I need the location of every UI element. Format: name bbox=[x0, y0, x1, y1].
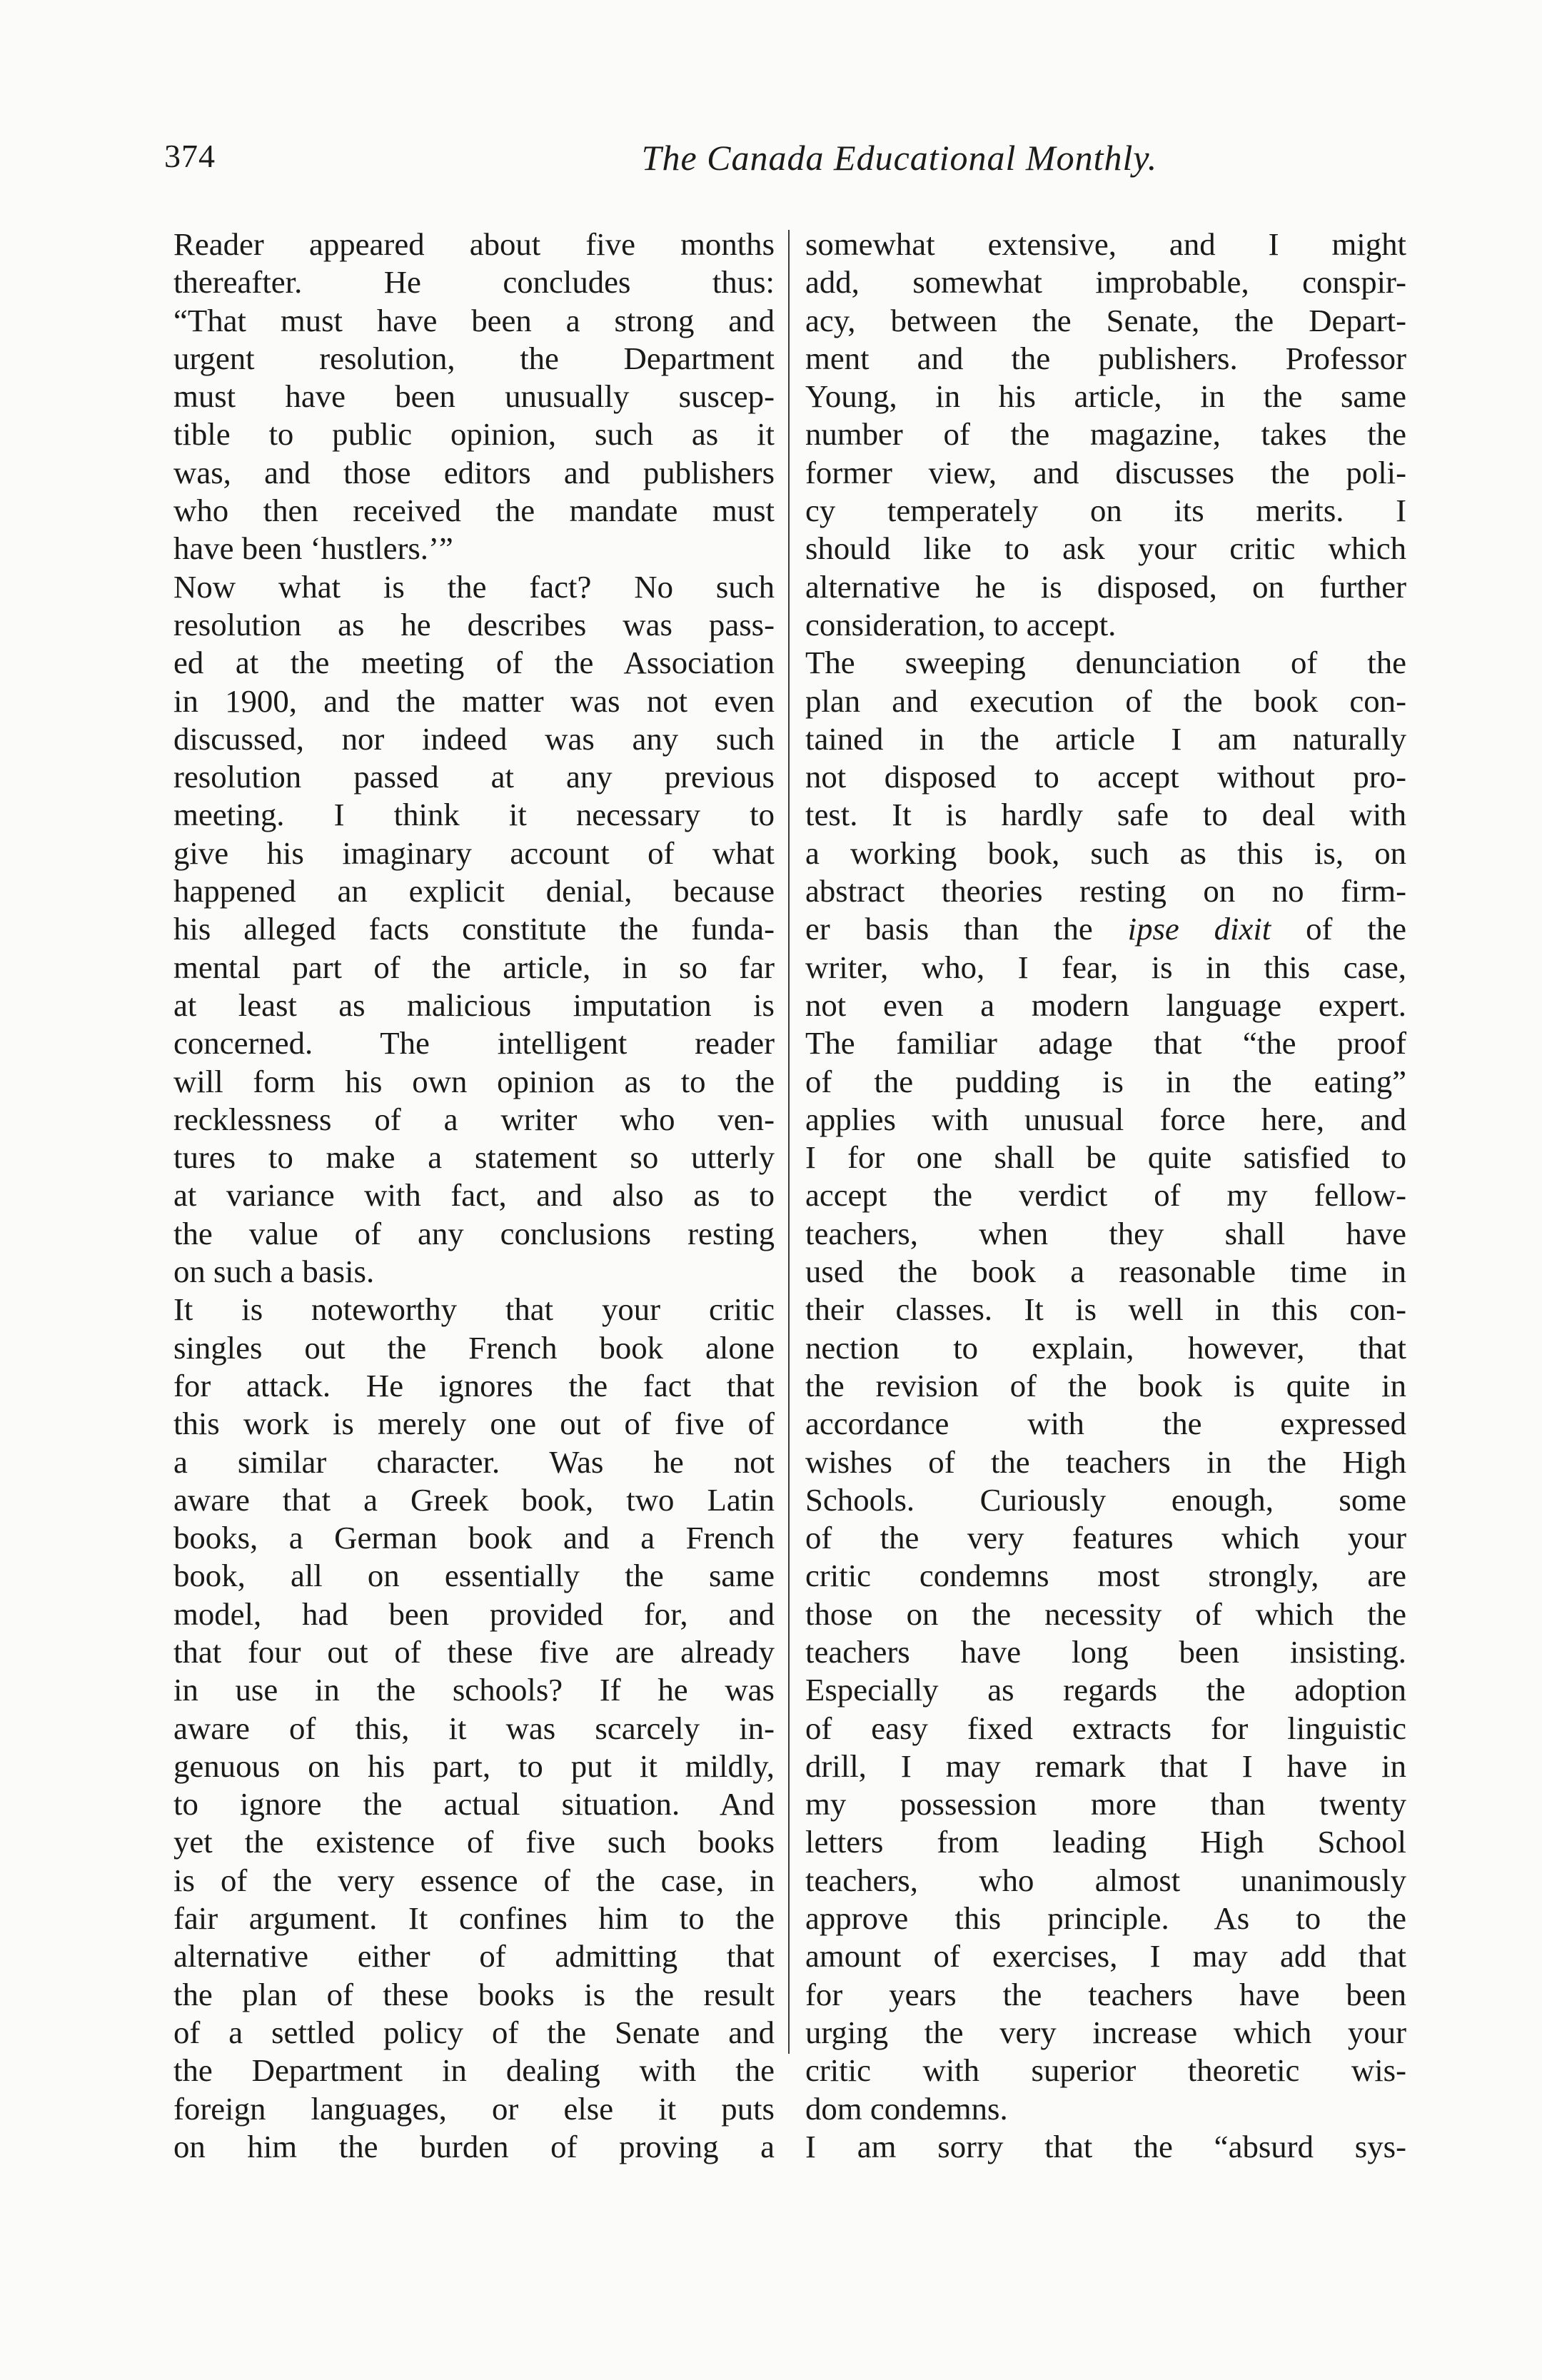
text-line: aware of this, it was scarcely in- bbox=[173, 1710, 775, 1746]
text-line: used the book a reasonable time in bbox=[805, 1254, 1406, 1290]
page-number: 374 bbox=[164, 138, 216, 174]
text-line: The familiar adage that “the proof bbox=[805, 1025, 1406, 1062]
text-line: in use in the schools? If he was bbox=[173, 1672, 775, 1708]
text-line: critic condemns most strongly, are bbox=[805, 1558, 1406, 1594]
text-line: my possession more than twenty bbox=[805, 1786, 1406, 1822]
text-line: the value of any conclusions resting bbox=[173, 1215, 775, 1251]
text-line: meeting. I think it necessary to bbox=[173, 797, 775, 833]
text-line: at variance with fact, and also as to bbox=[173, 1177, 775, 1214]
text-line: resolution as he describes was pass- bbox=[173, 606, 775, 642]
text-line: have been ‘hustlers.’” bbox=[173, 530, 453, 567]
text-line: teachers, who almost unanimously bbox=[805, 1862, 1406, 1898]
text-line: who then received the mandate must bbox=[173, 493, 775, 529]
text-line: is of the very essence of the case, in bbox=[173, 1862, 775, 1898]
text-line: in 1900, and the matter was not even bbox=[173, 682, 775, 719]
text-line: nection to explain, however, that bbox=[805, 1329, 1406, 1366]
text-line: abstract theories resting on no firm- bbox=[805, 873, 1406, 909]
text-line: foreign languages, or else it puts bbox=[173, 2090, 775, 2127]
text-line: tible to public opinion, such as it bbox=[173, 416, 775, 453]
text-line: Especially as regards the adoption bbox=[805, 1672, 1406, 1708]
text-line: applies with unusual force here, and bbox=[805, 1101, 1406, 1137]
text-line: ment and the publishers. Professor bbox=[805, 340, 1406, 376]
text-line: on him the burden of proving a bbox=[173, 2128, 775, 2164]
text-line: will form his own opinion as to the bbox=[173, 1063, 775, 1099]
text-line: books, a German book and a French bbox=[173, 1520, 775, 1556]
text-line: It is noteworthy that your critic bbox=[173, 1291, 775, 1328]
text-line: not even a modern language expert. bbox=[805, 987, 1406, 1023]
text-line: yet the existence of five such books bbox=[173, 1824, 775, 1860]
text-line: Young, in his article, in the same bbox=[805, 378, 1406, 415]
text-line: add, somewhat improbable, conspir- bbox=[805, 264, 1406, 301]
text-line: the Department in dealing with the bbox=[173, 2052, 775, 2089]
text-line: teachers have long been insisting. bbox=[805, 1633, 1406, 1670]
text-line: was, and those editors and publishers bbox=[173, 454, 775, 490]
text-line: fair argument. It confines him to the bbox=[173, 1900, 775, 1937]
text-line: that four out of these five are already bbox=[173, 1633, 775, 1670]
text-line: of a settled policy of the Senate and bbox=[173, 2014, 775, 2050]
text-line: for years the teachers have been bbox=[805, 1976, 1406, 2012]
text-line: er basis than the ipse dixit of the bbox=[805, 911, 1406, 947]
right-column bbox=[805, 226, 1406, 2166]
italic-phrase: ipse dixit bbox=[1127, 911, 1271, 947]
text-line: cy temperately on its merits. I bbox=[805, 493, 1406, 529]
text-line: his alleged facts constitute the funda- bbox=[173, 911, 775, 947]
text-line: approve this principle. As to the bbox=[805, 1900, 1406, 1937]
text-line: thereafter. He concludes thus: bbox=[173, 264, 775, 301]
text-line: ed at the meeting of the Association bbox=[173, 645, 775, 681]
text-line: of the very features which your bbox=[805, 1520, 1406, 1556]
left-column bbox=[173, 226, 775, 2166]
text-line: the plan of these books is the result bbox=[173, 1976, 775, 2012]
text-line: of the pudding is in the eating” bbox=[805, 1063, 1406, 1099]
text-line: wishes of the teachers in the High bbox=[805, 1443, 1406, 1480]
text-line: resolution passed at any previous bbox=[173, 759, 775, 795]
column-divider bbox=[788, 230, 790, 2054]
text-line: not disposed to accept without pro- bbox=[805, 759, 1406, 795]
text-line: recklessness of a writer who ven- bbox=[173, 1101, 775, 1137]
text-line: a similar character. Was he not bbox=[173, 1443, 775, 1480]
text-line: alternative either of admitting that bbox=[173, 1938, 775, 1975]
text-line: concerned. The intelligent reader bbox=[173, 1025, 775, 1062]
text-line: urging the very increase which your bbox=[805, 2014, 1406, 2050]
text-line: Now what is the fact? No such bbox=[173, 568, 775, 605]
text-line: at least as malicious imputation is bbox=[173, 987, 775, 1023]
text-line: give his imaginary account of what bbox=[173, 834, 775, 871]
running-title: The Canada Educational Monthly. bbox=[641, 138, 1158, 178]
text-line: of easy fixed extracts for linguistic bbox=[805, 1710, 1406, 1746]
text-line: the revision of the book is quite in bbox=[805, 1367, 1406, 1403]
text-line: acy, between the Senate, the Depart- bbox=[805, 302, 1406, 338]
text-line: a working book, such as this is, on bbox=[805, 834, 1406, 871]
text-line: mental part of the article, in so far bbox=[173, 949, 775, 985]
text-line: must have been unusually suscep- bbox=[173, 378, 775, 415]
text-line: consideration, to accept. bbox=[805, 606, 1117, 642]
text-line: I am sorry that the “absurd sys- bbox=[805, 2128, 1406, 2164]
text-line: test. It is hardly safe to deal with bbox=[805, 797, 1406, 833]
text-line: discussed, nor indeed was any such bbox=[173, 720, 775, 757]
text-line: book, all on essentially the same bbox=[173, 1558, 775, 1594]
page-header bbox=[164, 137, 1421, 187]
text-line: letters from leading High School bbox=[805, 1824, 1406, 1860]
text-line: accordance with the expressed bbox=[805, 1406, 1406, 1442]
text-line: plan and execution of the book con- bbox=[805, 682, 1406, 719]
text-line: Schools. Curiously enough, some bbox=[805, 1481, 1406, 1518]
text-line: model, had been provided for, and bbox=[173, 1595, 775, 1632]
text-line: happened an explicit denial, because bbox=[173, 873, 775, 909]
text-line: urgent resolution, the Department bbox=[173, 340, 775, 376]
text-line: somewhat extensive, and I might bbox=[805, 226, 1406, 262]
text-line: to ignore the actual situation. And bbox=[173, 1786, 775, 1822]
text-line: Reader appeared about five months bbox=[173, 226, 775, 262]
text-line: amount of exercises, I may add that bbox=[805, 1938, 1406, 1975]
text-line: aware that a Greek book, two Latin bbox=[173, 1481, 775, 1518]
text-line: teachers, when they shall have bbox=[805, 1215, 1406, 1251]
text-line: for attack. He ignores the fact that bbox=[173, 1367, 775, 1403]
text-line: tained in the article I am naturally bbox=[805, 720, 1406, 757]
text-line: this work is merely one out of five of bbox=[173, 1406, 775, 1442]
text-line: alternative he is disposed, on further bbox=[805, 568, 1406, 605]
text-line: their classes. It is well in this con- bbox=[805, 1291, 1406, 1328]
text-line: tures to make a statement so utterly bbox=[173, 1139, 775, 1176]
text-line: genuous on his part, to put it mildly, bbox=[173, 1748, 775, 1784]
text-line: drill, I may remark that I have in bbox=[805, 1748, 1406, 1784]
text-line: singles out the French book alone bbox=[173, 1329, 775, 1366]
text-line: those on the necessity of which the bbox=[805, 1595, 1406, 1632]
text-line: The sweeping denunciation of the bbox=[805, 645, 1406, 681]
text-line: writer, who, I fear, is in this case, bbox=[805, 949, 1406, 985]
text-line: “That must have been a strong and bbox=[173, 302, 775, 338]
text-line: dom condemns. bbox=[805, 2090, 1008, 2127]
text-line: should like to ask your critic which bbox=[805, 530, 1406, 567]
text-line: on such a basis. bbox=[173, 1254, 375, 1290]
text-line: accept the verdict of my fellow- bbox=[805, 1177, 1406, 1214]
text-line: critic with superior theoretic wis- bbox=[805, 2052, 1406, 2089]
text-line: former view, and discusses the poli- bbox=[805, 454, 1406, 490]
text-line: number of the magazine, takes the bbox=[805, 416, 1406, 453]
text-line: I for one shall be quite satisfied to bbox=[805, 1139, 1406, 1176]
